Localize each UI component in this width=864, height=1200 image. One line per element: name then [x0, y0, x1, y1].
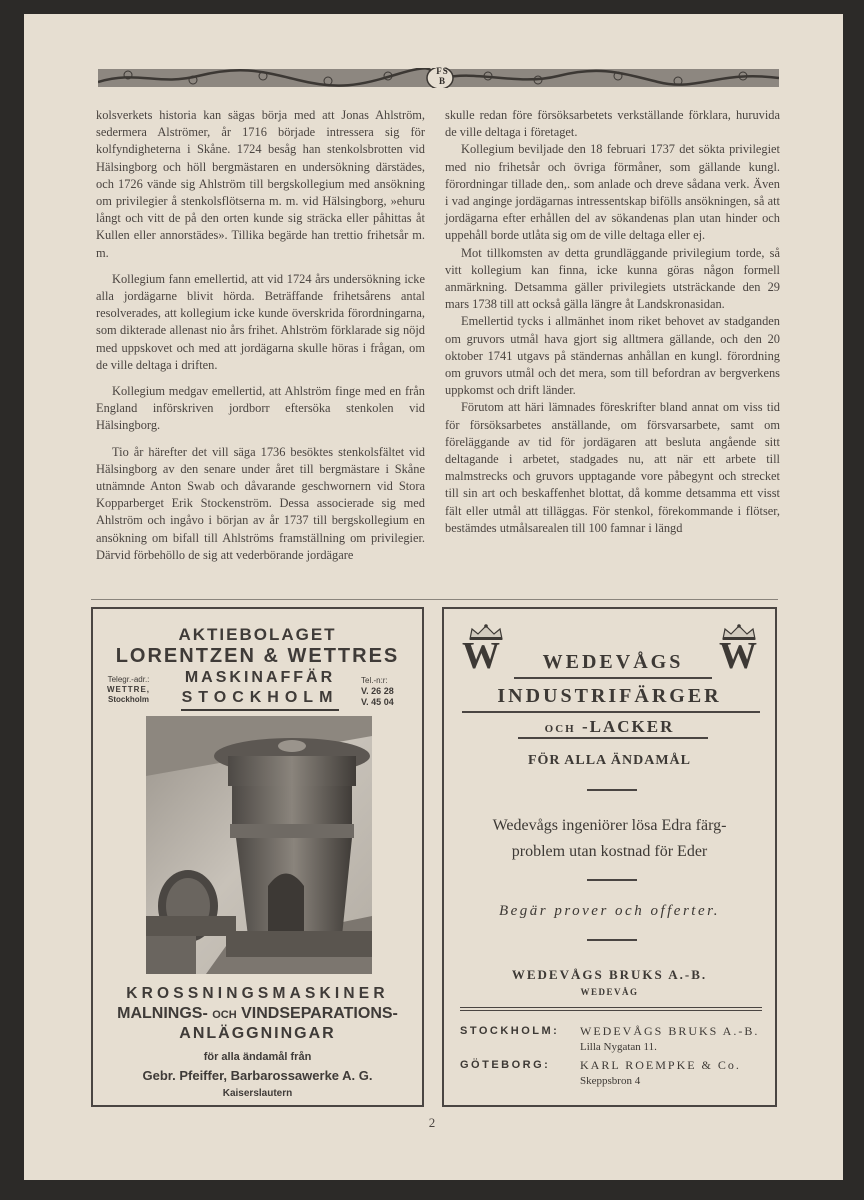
telegram-city: Stockholm: [108, 695, 149, 704]
paragraph: Kollegium beviljade den 18 februari 1737 det sökta privilegiet med nio frihetsår och övriga förmåner, som gällande kungl. förordningar tillade den,. som anlade och dreve sådana verk. Även i vad anginge jordägarnas intressentskap bifölls ansökningen, så att jordägarna efter erhållen del av sökandenas plan utan hinder och uppehåll borde utlåta sig om de ville deltaga eller ej.: [445, 142, 780, 243]
double-rule: [460, 1007, 762, 1008]
paragraph: Tio år härefter det vill säga 1736 besöktes stenkolsfältet vid Hälsingborg av den senare under året till bergmästare i Skåne utnämnde Anton Swab och dåvarande geschwornern vid Stora Kopparberget Erik Stockenström. Dessa associerade sig med Ahlström och ingåvo i början av år 1737 till bergskollegium en ansökning om bifall till Ahlströms framställning om privilegier. Därvid förbehöllo de sig att vederbörande jordägare: [96, 444, 425, 562]
ad-company-name: LORENTZEN & WETTRES: [115, 645, 400, 667]
product-heading: KROSSNINGSMASKINER: [126, 985, 389, 1002]
ad-tagline: FÖR ALLA ÄNDAMÅL: [527, 753, 691, 768]
paragraph: Förutom att häri lämnades föreskrifter bland annat om viss tid för försöksarbetes anställande, om försvarsarbete, samt om föreläggande av tid för jordägaren att besluta angående sitt deltagande i arbetet, stadgades nu, att när ett arbete till malmstrecks och gruvors upptagande vore påbegynt och strecket till sin art och beskaffenhet blottat, då komme detsamma ett visst fält eller utmål att tilläggas. För stenkol, förekommande i flötser, bestämdes utmålsarealen till 100 famnar i längd: [445, 400, 780, 535]
monogram-right: W: [719, 635, 757, 677]
paragraph: kolsverkets historia kan sägas börja med att Jonas Ahlström, sedermera Alströmer, år 1716 började intressera sig för kolfyndigheterna i Skåne. 1724 besåg han stenkolsbrotten vid Hälsingborg och höll bergmästaren en undersökning därstädes, och 1726 vände sig Ahlström till bergskollegium med ansökning om privilegier å stenkolsflötserna m. m. vid Hälsingborg, »ehuru långt och vitt de på den orten kunde sig sträcka eller påhittas åt Kullen eller annorstädes». Tillika begärde han trettio frihetsår m. m.: [96, 108, 425, 260]
address-city-label: STOCKHOLM:: [460, 1025, 560, 1037]
product-subheadline: [444, 717, 775, 737]
underline-divider: [518, 737, 708, 739]
address-company: KARL ROEMPKE & Co.: [580, 1058, 741, 1072]
telephone-number: V. 45 04: [361, 697, 394, 707]
advertisement-lorentzen-wettres: [91, 607, 424, 1107]
address-street: Lilla Nygatan 11.: [580, 1041, 657, 1053]
short-divider: [587, 789, 637, 791]
paragraph: skulle redan före försöksarbetets verkställande förklara, huruvida de ville deltaga i företaget.: [445, 108, 780, 140]
telephone-label: Tel.-n:r:: [361, 676, 388, 685]
double-rule: [460, 1010, 762, 1011]
product-word: -LACKER: [581, 717, 675, 736]
paragraph: Emellertid tycks i allmänhet inom riket behovet av stadganden om gruvors utmål hava gjort sig alltmera gällande, och den 20 oktober 1741 utgavs på ständernas anhållan en kungl. förordning om gruvors utmål och det mera, som till befordran av bergverkens uppkomst och drift länder.: [445, 314, 780, 398]
paragraph: Kollegium medgav emellertid, att Ahlström finge med en från England införskriven jordborr eftersöka stenkolen vid Hälsingborg.: [96, 384, 425, 433]
fsb-logo: FS B: [436, 66, 448, 86]
ad-company-prefix: AKTIEBOLAGET: [178, 625, 337, 644]
product-line-part: MALNINGS-: [117, 1005, 208, 1022]
manufacturer-name: Gebr. Pfeiffer, Barbarossawerke A. G.: [142, 1068, 373, 1083]
section-divider: [91, 599, 778, 600]
page-number: 2: [428, 1115, 436, 1130]
crushing-machine-photo: [146, 716, 372, 974]
brand-name: WEDEVÅGS: [542, 651, 684, 673]
telegram-address: WETTRE,: [107, 685, 150, 694]
ad-body-line: problem utan kostnad för Eder: [511, 843, 708, 860]
underline-divider: [462, 711, 760, 713]
ad-business-type: MASKINAFFÄR: [184, 669, 336, 686]
call-to-action: Begär prover och offerter.: [498, 903, 721, 919]
address-city-label: GÖTEBORG:: [460, 1059, 551, 1071]
address-company: WEDEVÅGS BRUKS A.-B.: [580, 1024, 760, 1038]
manufacturer-city: Kaiserslautern: [222, 1088, 293, 1099]
short-divider: [587, 879, 637, 881]
ad-purpose-text: för alla ändamål från: [203, 1051, 312, 1063]
ad-city: STOCKHOLM: [181, 689, 339, 706]
ad-body-line: Wedevågs ingeniörer lösa Edra färg-: [492, 817, 727, 834]
telephone-number: V. 26 28: [361, 686, 394, 696]
underline-divider: [514, 677, 712, 679]
connector-word: OCH: [544, 723, 576, 735]
underline-divider: [181, 709, 339, 711]
short-divider: [587, 939, 637, 941]
company-name: WEDEVÅGS BRUKS A.-B.: [511, 967, 708, 982]
product-line-connector: OCH: [212, 1009, 237, 1021]
address-street: Skeppsbron 4: [580, 1075, 641, 1087]
advertisement-wedevags: [442, 607, 777, 1107]
product-line: [93, 1005, 422, 1023]
telegram-label: Telegr.-adr.:: [107, 675, 150, 684]
article-right-column: [445, 107, 780, 537]
product-line-part: VINDSEPARATIONS-: [241, 1005, 398, 1022]
paragraph: Kollegium fann emellertid, att vid 1724 års undersökning icke alla jordägarne blivit hörda. Beträffande frihetsårens antal resolverades, att kollegium icke kunde överskrida förordningarna, som dikterade allenast nio års frihet. Ahlström förklarade sig nöjd med uppskovet och med att jordägarna skulle höras i frågan, om de ville deltaga i driften.: [96, 271, 425, 372]
product-headline: INDUSTRIFÄRGER: [497, 685, 722, 707]
company-location: WEDEVÅG: [580, 987, 639, 997]
monogram-left: W: [462, 635, 500, 677]
paragraph: Mot tillkomsten av detta grundläggande privilegium torde, så vitt kollegium kan finna, icke kunna göras någon formell anmärkning. Detsamma gäller privilegiets utsträckande den 29 mars 1738 till att också gälla längre åt Landskronasidan.: [445, 245, 780, 312]
article-left-column: [96, 107, 425, 564]
product-line: ANLÄGGNINGAR: [179, 1025, 336, 1042]
